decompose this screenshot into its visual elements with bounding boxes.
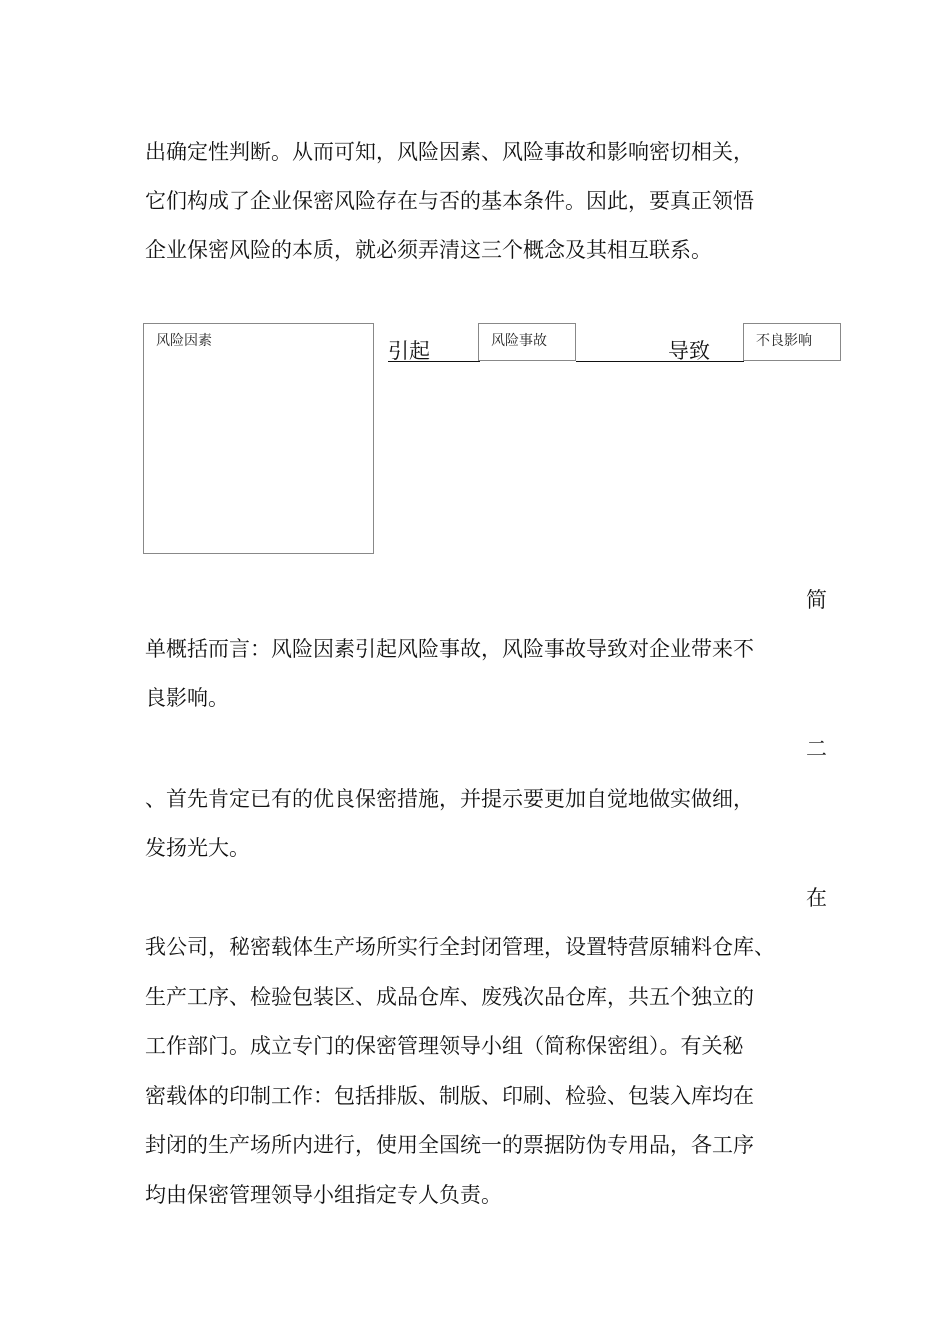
- bad-impact-label: 不良影响: [756, 333, 812, 349]
- summary-first-char: 简: [806, 588, 827, 612]
- lead-label: 导致: [668, 339, 710, 363]
- company-line-3: 工作部门。成立专门的保密管理领导小组（简称保密组）。有关秘: [145, 1034, 744, 1058]
- company-line-1: 我公司，秘密载体生产场所实行全封闭管理，设置特营原辅料仓库、: [145, 935, 775, 959]
- company-line-6: 均由保密管理领导小组指定专人负责。: [145, 1183, 502, 1207]
- company-line-5: 封闭的生产场所内进行，使用全国统一的票据防伪专用品，各工序: [145, 1133, 754, 1157]
- cause-connector: [388, 361, 480, 362]
- company-first-char: 在: [806, 886, 827, 910]
- summary-line-2: 良影响。: [145, 686, 229, 710]
- intro-line-3: 企业保密风险的本质，就必须弄清这三个概念及其相互联系。: [145, 238, 712, 262]
- section-two-line-1: 、首先肯定已有的优良保密措施，并提示要更加自觉地做实做细，: [145, 787, 754, 811]
- intro-line-2: 它们构成了企业保密风险存在与否的基本条件。因此，要真正领悟: [145, 189, 754, 213]
- lead-connector: [576, 361, 744, 362]
- intro-line-1: 出确定性判断。从而可知，风险因素、风险事故和影响密切相关，: [145, 140, 754, 164]
- risk-factor-box: [143, 323, 374, 554]
- risk-accident-box: [478, 323, 576, 361]
- section-two-first-char: 二: [806, 737, 827, 761]
- risk-factor-label: 风险因素: [156, 333, 212, 349]
- cause-label: 引起: [388, 339, 430, 363]
- company-line-2: 生产工序、检验包装区、成品仓库、废残次品仓库，共五个独立的: [145, 985, 754, 1009]
- bad-impact-box: [743, 323, 841, 361]
- risk-accident-label: 风险事故: [491, 333, 547, 349]
- section-two-line-2: 发扬光大。: [145, 836, 250, 860]
- summary-line-1: 单概括而言：风险因素引起风险事故，风险事故导致对企业带来不: [145, 637, 754, 661]
- company-line-4: 密载体的印制工作：包括排版、制版、印刷、检验、包装入库均在: [145, 1084, 754, 1108]
